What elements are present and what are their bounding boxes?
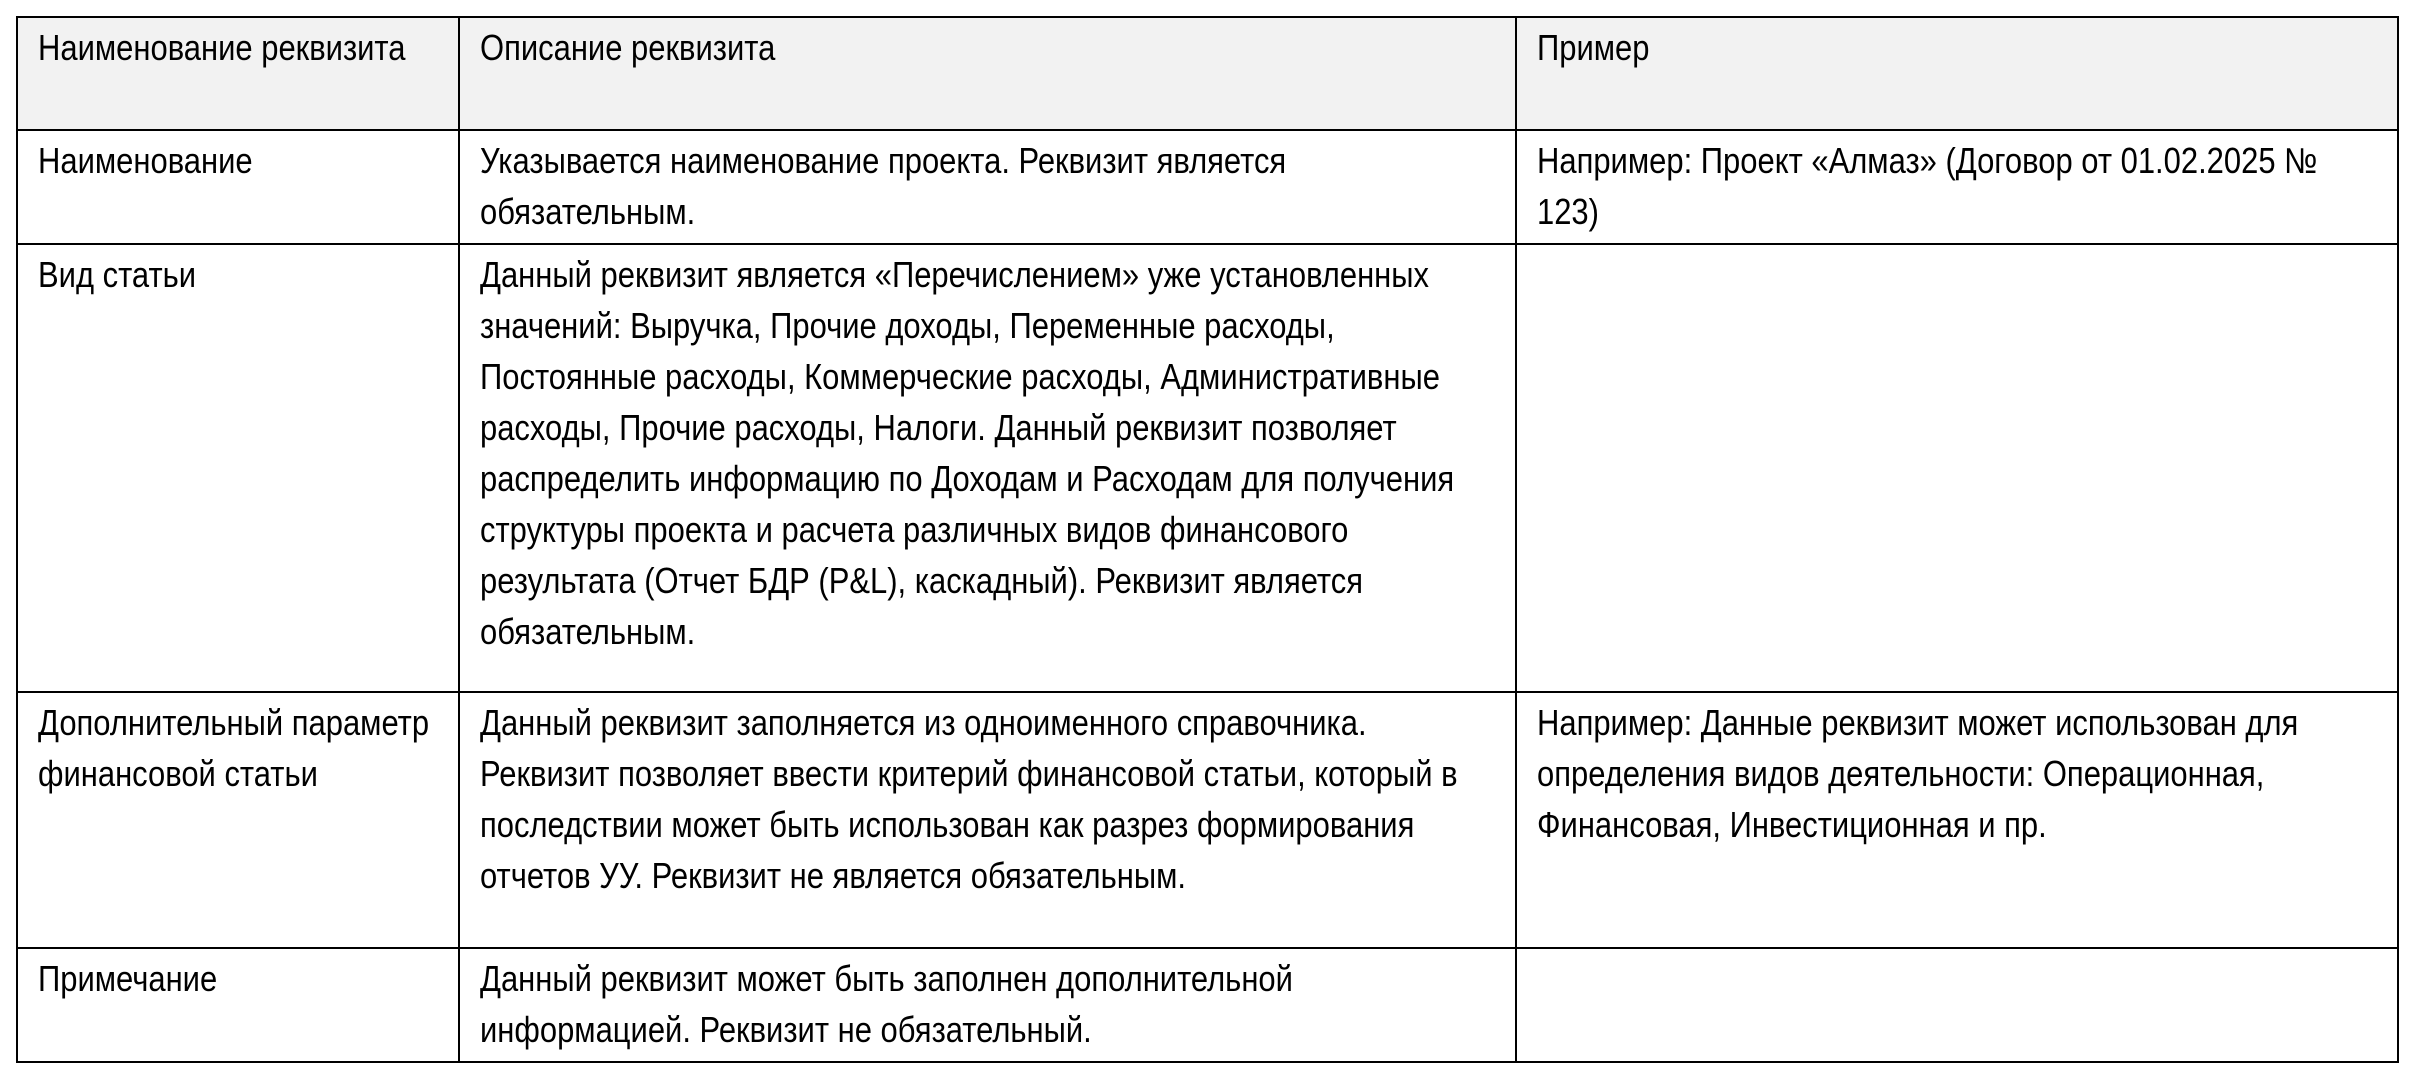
cell-description-text: Данный реквизит может быть заполнен дополнительной информацией. Реквизит не обязательный. [480, 958, 1293, 1050]
header-example-text: Пример [1537, 27, 1650, 68]
cell-example [1516, 130, 2398, 244]
cell-name [17, 692, 459, 948]
cell-example [1516, 692, 2398, 948]
table-row [17, 130, 2398, 244]
cell-name [17, 130, 459, 244]
table-header-row [17, 17, 2398, 130]
cell-example-text: Например: Проект «Алмаз» (Договор от 01.02.2025 № 123) [1537, 140, 2318, 232]
cell-example [1516, 244, 2398, 692]
header-description-text: Описание реквизита [480, 27, 776, 68]
cell-example-text: Например: Данные реквизит может использован для определения видов деятельности: Операционная, Финансовая, Инвестиционная и пр. [1537, 702, 2299, 845]
header-cell-name [17, 17, 459, 130]
cell-example [1516, 948, 2398, 1062]
cell-name [17, 948, 459, 1062]
header-cell-description [459, 17, 1516, 130]
cell-description [459, 692, 1516, 948]
table-row [17, 692, 2398, 948]
header-cell-example [1516, 17, 2398, 130]
cell-description-text: Данный реквизит является «Перечислением» уже установленных значений: Выручка, Прочие доходы, Переменные расходы, Постоянные расходы, Коммерческие расходы, Административные расходы, Прочие расходы, Налоги. Данный реквизит позволяет распределить информацию по Доходам и Расходам для получения структуры проекта и расчета различных видов финансового результата (Отчет БДР (P&L), каскадный). Реквизит является обязательным. [480, 254, 1455, 652]
cell-description [459, 948, 1516, 1062]
cell-name-text: Примечание [38, 958, 218, 999]
cell-description-text: Данный реквизит заполняется из одноименного справочника. Реквизит позволяет ввести критерий финансовой статьи, который в последствии может быть использован как разрез формирования отчетов УУ. Реквизит не является обязательным. [480, 702, 1458, 896]
requisites-table [16, 16, 2399, 1063]
cell-name-text: Дополнительный параметр финансовой статьи [38, 702, 430, 794]
table-row [17, 948, 2398, 1062]
cell-name [17, 244, 459, 692]
cell-description [459, 130, 1516, 244]
table-row [17, 244, 2398, 692]
header-name-text: Наименование реквизита [38, 27, 406, 68]
cell-name-text: Наименование [38, 140, 253, 181]
cell-name-text: Вид статьи [38, 254, 197, 295]
cell-description-text: Указывается наименование проекта. Реквизит является обязательным. [480, 140, 1287, 232]
cell-description [459, 244, 1516, 692]
